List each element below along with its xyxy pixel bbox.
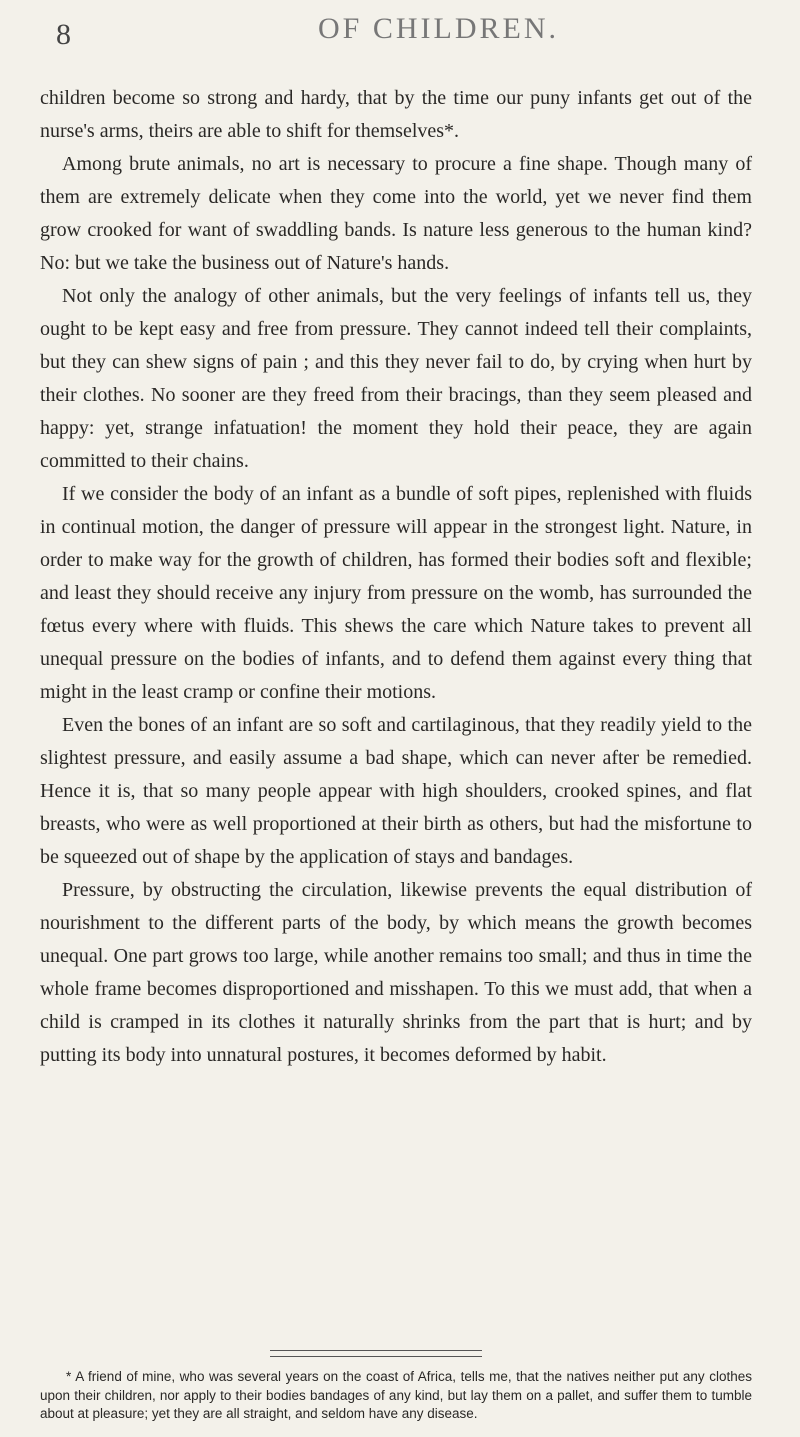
footnote-text: A friend of mine, who was several years on the coast of Africa, tells me, that the natives neither put any clothes upon their children, nor apply to their bodies bandages of any kind, but lay them on a pallet, and suffer them to tumble about at pleasure; yet they are all straight, and seldom have any disease. [40, 1369, 752, 1421]
footnote-rule [270, 1350, 482, 1351]
body-text [40, 82, 752, 1072]
paragraph: children become so strong and hardy, that by the time our puny infants get out of the nurse's arms, theirs are able to shift for themselves*. [40, 87, 752, 142]
paragraph: Not only the analogy of other animals, but the very feelings of infants tell us, they ought to be kept easy and free from pressure. They cannot indeed tell their complaints, but they can shew signs of pain ; and this they never fail to do, by crying when hurt by their clothes. No sooner are they freed from their bracings, than they seem pleased and happy: yet, strange infatuation! the moment they hold their peace, they are again committed to their chains. [40, 285, 752, 472]
footnote-rule [270, 1356, 482, 1357]
page-number: 8 [56, 18, 71, 51]
running-head: OF CHILDREN. [318, 12, 560, 45]
paragraph: Even the bones of an infant are so soft and cartilaginous, that they readily yield to the slightest pressure, and easily assume a bad shape, which can never after be remedied. Hence it is, that so many people appear with high shoulders, crooked spines, and flat breasts, who were as well proportioned at their birth as others, but had the misfortune to be squeezed out of shape by the application of stays and bandages. [40, 714, 752, 868]
paragraph: If we consider the body of an infant as a bundle of soft pipes, replenished with fluids in continual motion, the danger of pressure will appear in the strongest light. Nature, in order to make way for the growth of children, has formed their bodies soft and flexible; and least they should receive any injury from pressure on the womb, has surrounded the fœtus every where with fluids. This shews the care which Nature takes to prevent all unequal pressure on the bodies of infants, and to defend them against every thing that might in the least cramp or confine their motions. [40, 483, 752, 703]
footnote [40, 1368, 752, 1424]
paragraph: Among brute animals, no art is necessary to procure a fine shape. Though many of them are extremely delicate when they come into the world, yet we never find them grow crooked for want of swaddling bands. Is nature less generous to the human kind? No: but we take the business out of Nature's hands. [40, 153, 752, 274]
footnote-marker: * [66, 1369, 72, 1384]
page-header [0, 8, 800, 58]
paragraph: Pressure, by obstructing the circulation, likewise prevents the equal distribution of nourishment to the different parts of the body, by which means the growth becomes unequal. One part grows too large, while another remains too small; and thus in time the whole frame becomes disproportioned and misshapen. To this we must add, that when a child is cramped in its clothes it naturally shrinks from the part that is hurt; and by putting its body into unnatural postures, it becomes deformed by habit. [40, 879, 752, 1066]
